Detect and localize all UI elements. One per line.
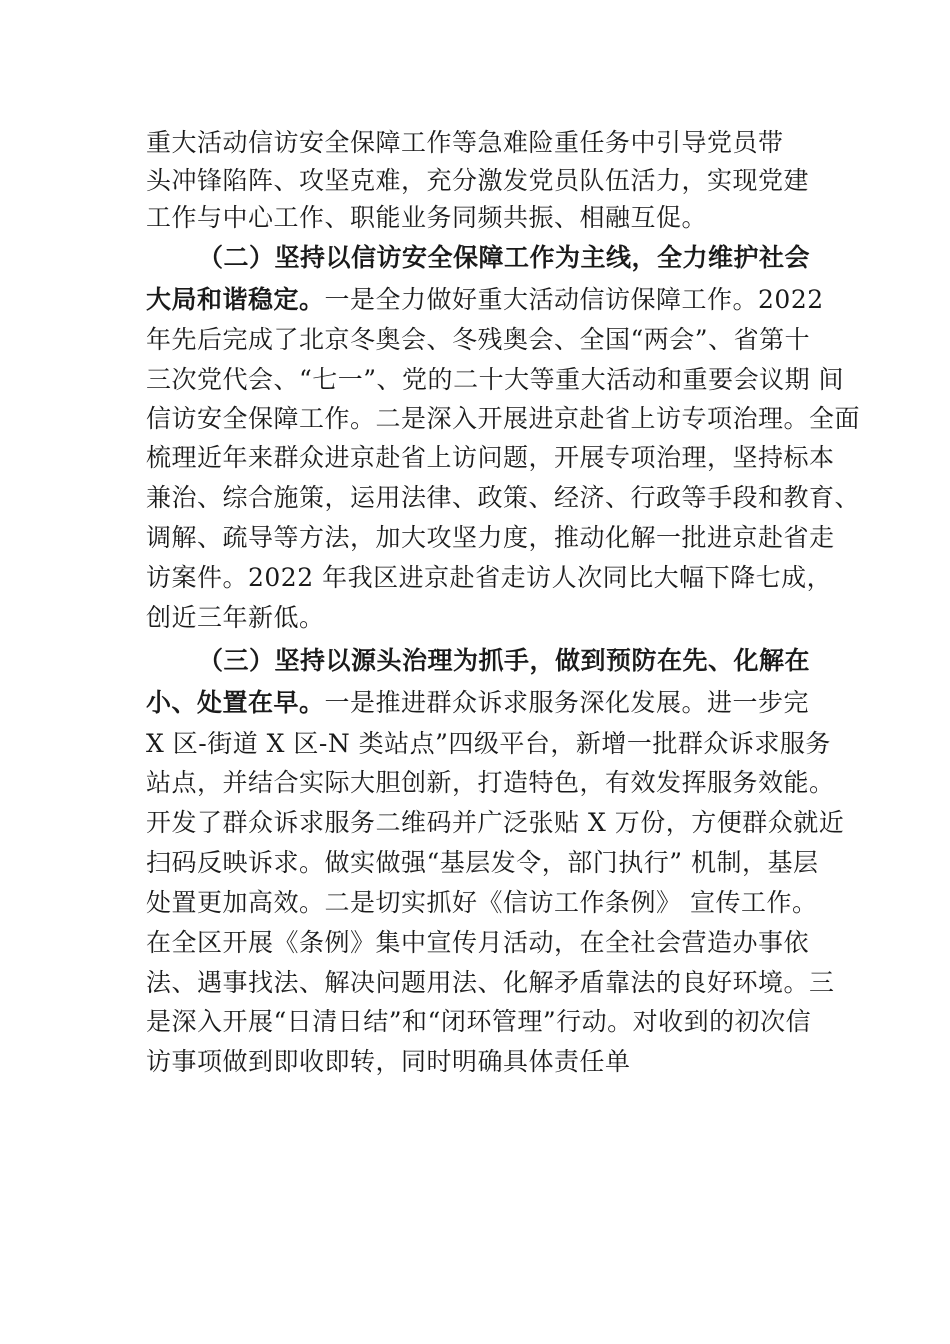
text-line: X 区-街道 X 区-N 类站点”四级平台，新增一批群众诉求服务 [146,729,831,758]
text-line: 站点，并结合实际大胆创新，打造特色，有效发挥服务效能。 [146,768,835,797]
section-heading-2-cont: 大局和谐稳定。 [146,285,325,314]
text-line: 调解、疏导等方法，加大攻坚力度，推动化解一批进京赴省走 [146,523,835,552]
text-line: 扫码反映诉求。做实做强“基层发令，部门执行” 机制，基层 [146,848,819,877]
text-line: 访事项做到即收即转，同时明确具体责任单 [146,1047,631,1076]
text-line: 兼治、综合施策，运用法律、政策、经济、行政等手段和教育、 [146,483,861,512]
text-span: 一是推进群众诉求服务深化发展。进一步完 [324,688,810,717]
text-line: 在全区开展《条例》集中宣传月活动，在全社会营造办事依 [146,928,810,957]
text-line-with-heading [146,686,809,720]
section-heading-3-cont: 小、处置在早。 [146,688,325,717]
text-line: 开发了群众诉求服务二维码并广泛张贴 X 万份，方便群众就近 [146,808,845,837]
text-line: 信访安全保障工作。二是深入开展进京赴省上访专项治理。全面 [146,404,861,433]
text-line: 处置更加高效。二是切实抓好《信访工作条例》 宣传工作。 [146,888,818,917]
section-heading-3: （三）坚持以源头治理为抓手，做到预防在先、化解在 [198,646,811,675]
text-line: 梳理近年来群众进京赴省上访问题，开展专项治理，坚持标本 [146,443,835,472]
text-line: 法、遇事找法、解决问题用法、化解矛盾靠法的良好环境。三 [146,968,835,997]
text-line: 是深入开展“日清日结”和“闭环管理”行动。对收到的初次信 [146,1007,812,1036]
text-line: 头冲锋陷阵、攻坚克难，充分激发党员队伍活力，实现党建 [146,166,810,195]
text-line: 工作与中心工作、职能业务同频共振、相融互促。 [146,203,708,232]
text-line: 访案件。2022 年我区进京赴省走访人次同比大幅下降七成， [146,563,833,592]
text-line: 创近三年新低。 [146,603,325,632]
text-line: 三次党代会、“七一”、党的二十大等重大活动和重要会议期 间 [146,365,845,394]
section-heading-2: （二）坚持以信访安全保障工作为主线，全力维护社会 [198,243,811,272]
text-line: 重大活动信访安全保障工作等急难险重任务中引导党员带 [146,128,784,157]
text-line: 年先后完成了北京冬奥会、冬残奥会、全国“两会”、省第十 [146,325,811,354]
text-line-with-heading [146,283,824,317]
text-span: 一是全力做好重大活动信访保障工作。2022 [324,285,824,314]
